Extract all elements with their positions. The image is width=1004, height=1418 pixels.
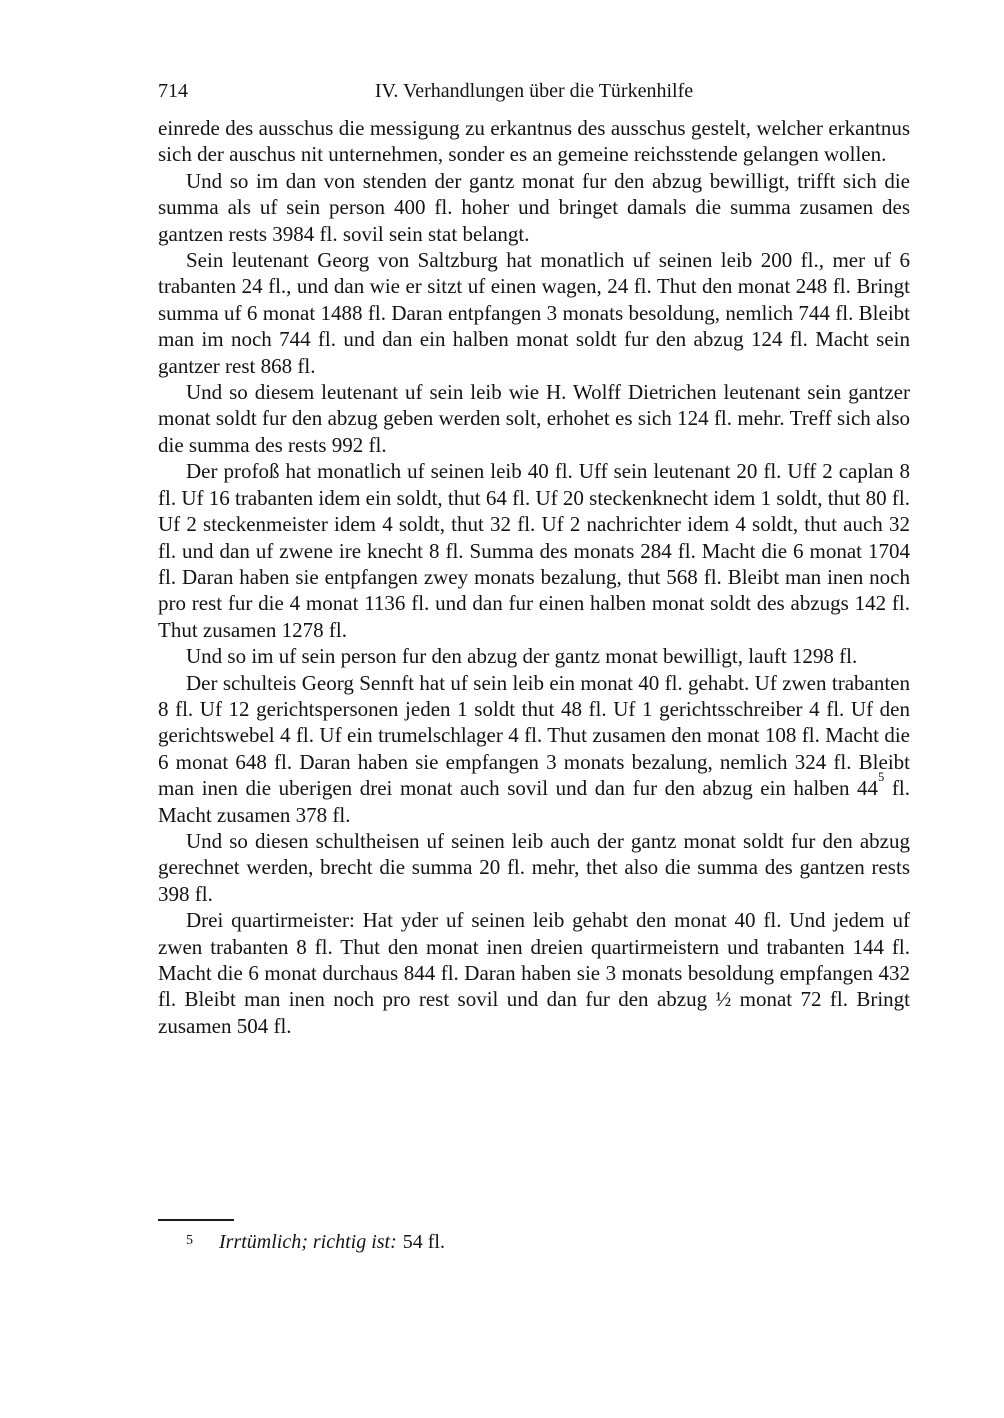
paragraph: Und so im uf sein person fur den abzug der gantz monat bewilligt, lauft 1298 fl. xyxy=(186,644,858,669)
paragraph: Drei quartirmeister: Hat yder uf seinen leib gehabt den monat 40 fl. Und jedem uf zwen trabanten 8 fl. Thut den monat inen dreien quartirmeistern und trabanten 144 fl. Macht die 6 monat durchaus 844 fl. Daran haben sie 3 monats besoldung empfangen 432 fl. Bleibt man inen noch pro rest sovil und dan fur den abzug ½ monat 72 fl. Bringt zusamen 504 fl. xyxy=(158,908,910,1038)
footnote-marker: 5 xyxy=(186,1233,193,1248)
body-text xyxy=(158,115,910,1039)
paragraph: Und so diesem leutenant uf sein leib wie H. Wolff Dietrichen leutenant sein gantzer monat soldt fur den abzug geben werden solt, erhohet es sich 124 fl. mehr. Treff sich also die summa des rests 992 fl. xyxy=(158,380,910,457)
paragraph: Der schulteis Georg Sennft hat uf sein leib ein monat 40 fl. gehabt. Uf zwen trabanten 8 fl. Uf 12 gerichtspersonen jeden 1 soldt thut 48 fl. Uf 1 gerichtsschreiber 4 fl. Uf den gerichtswebel 4 fl. Uf ein trumelschlager 4 fl. Thut zusamen den monat 108 fl. Macht die 6 monat 648 fl. Daran haben sie empfangen 3 monats bezalung, nemlich 324 fl. Bleibt man inen die uberigen drei monat auch sovil und dan fur den abzug ein halben 44$^5$ fl. Macht zusamen 378 fl. xyxy=(158,670,910,827)
paragraph: Und so diesen schultheisen uf seinen leib auch der gantz monat soldt fur den abzug gerechnet werden, brecht die summa 20 fl. mehr, thet also die summa des gantzen rests 398 fl. xyxy=(158,828,910,906)
footnote-rule xyxy=(158,1219,234,1221)
page-number: 714 xyxy=(158,80,188,102)
footnote-italic-text: Irrtümlich; richtig ist: xyxy=(219,1231,397,1253)
footnote-text xyxy=(158,1228,910,1255)
running-header-title: IV. Verhandlungen über die Türkenhilfe xyxy=(374,80,694,102)
paragraph: einrede des ausschus die messigung zu erkantnus des ausschus gestelt, welcher erkantnus sich der auschus nit unternehmen, sonder es an gemeine reichsstende gelangen wollen. xyxy=(158,116,910,167)
paragraph: Und so im dan von stenden der gantz monat fur den abzug bewilligt, trifft sich die summa als uf sein person 400 fl. hoher und bringet damals die summa zusamen des gantzen rests 3984 fl. sovil sein stat belangt. xyxy=(158,168,910,246)
paragraph: Der profoß hat monatlich uf seinen leib 40 fl. Uff sein leutenant 20 fl. Uff 2 caplan 8 fl. Uf 16 trabanten idem ein soldt, thut 64 fl. Uf 20 steckenknecht idem 1 soldt, thut 80 fl. Uf 2 steckenmeister idem 4 soldt, thut 32 fl. Uf 2 nachrichter idem 4 soldt, thut auch 32 fl. und dan uf zwene ire knecht 8 fl. Summa des monats 284 fl. Macht die 6 monat 1704 fl. Daran haben sie entpfangen zwey monats bezalung, thut 568 fl. Bleibt man inen noch pro rest fur die 4 monat 1136 fl. und dan fur einen halben monat soldt des abzugs 142 fl. Thut zusamen 1278 fl. xyxy=(158,459,910,642)
page-header xyxy=(158,79,910,103)
footnote-value: 54 fl. xyxy=(402,1231,445,1253)
footnote xyxy=(158,1219,910,1255)
paragraph: Sein leutenant Georg von Saltzburg hat monatlich uf seinen leib 200 fl., mer uf 6 trabanten 24 fl., und dan wie er sitzt uf einen wagen, 24 fl. Thut den monat 248 fl. Bringt summa uf 6 monat 1488 fl. Daran entpfangen 3 monats besoldung, nemlich 744 fl. Bleibt man im noch 744 fl. und dan ein halben monat soldt fur den abzug 124 fl. Macht sein gantzer rest 868 fl. xyxy=(158,248,910,378)
footnote-reference: 5 xyxy=(878,769,885,784)
